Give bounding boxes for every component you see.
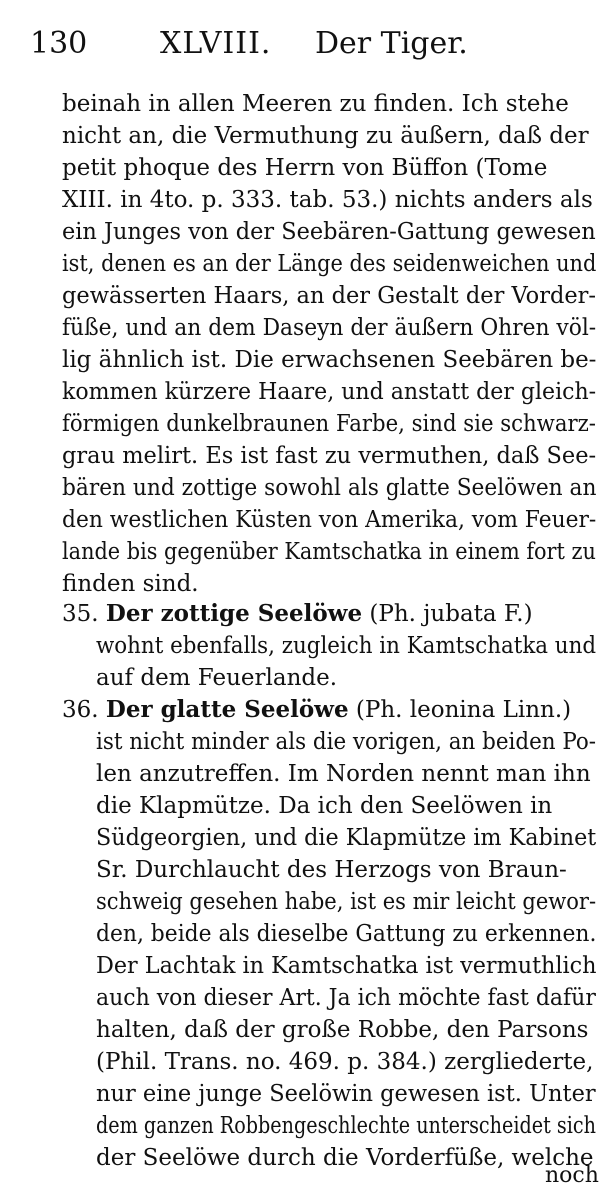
text-line: ist nicht minder als die vorigen, an beiden Po- xyxy=(96,729,597,755)
text-line: füße, und an dem Daseyn der äußern Ohren völ- xyxy=(62,315,597,341)
species-name: Der glatte Seelöwe xyxy=(105,696,349,723)
page-header xyxy=(30,26,590,70)
chapter-title: Der Tiger. xyxy=(315,26,468,61)
text-line: nicht an, die Vermuthung zu äußern, daß der xyxy=(62,123,589,149)
text-line: lig ähnlich ist. Die erwachsenen Seebären be- xyxy=(62,347,597,373)
text-line: Der Lachtak in Kamtschatka ist vermuthlich xyxy=(96,953,597,979)
text-line: nur eine junge Seelöwin gewesen ist. Unter xyxy=(96,1081,596,1107)
text-line: auf dem Feuerlande. xyxy=(96,665,338,691)
text-line: len anzutreffen. Im Norden nennt man ihn xyxy=(96,761,591,787)
species-citation: (Ph. jubata F.) xyxy=(362,601,533,627)
text-line: gewässerten Haars, an der Gestalt der Vorder- xyxy=(62,283,597,309)
text-line: bären und zottige sowohl als glatte Seelöwen an xyxy=(62,475,597,501)
text-line: beinah in allen Meeren zu finden. Ich stehe xyxy=(62,91,569,117)
text-line: Südgeorgien, und die Klapmütze im Kabinet xyxy=(96,825,597,851)
text-line: ein Junges von der Seebären-Gattung gewesen xyxy=(62,219,596,245)
entry-heading xyxy=(62,694,571,726)
text-line: halten, daß der große Robbe, den Parsons xyxy=(96,1017,589,1043)
text-line: förmigen dunkelbraunen Farbe, sind sie schwarz- xyxy=(62,411,596,437)
text-line: petit phoque des Herrn von Büffon (Tome xyxy=(62,155,548,181)
text-line: Sr. Durchlaucht des Herzogs von Braun- xyxy=(96,857,567,883)
text-line: den, beide als dieselbe Gattung zu erkennen. xyxy=(96,921,597,947)
catchword: noch xyxy=(545,1163,599,1188)
text-line: kommen kürzere Haare, und anstatt der gleich- xyxy=(62,379,597,405)
text-line: XIII. in 4to. p. 333. tab. 53.) nichts anders als xyxy=(62,187,593,213)
chapter-number: XLVIII. xyxy=(160,26,272,61)
entry-heading xyxy=(62,598,533,630)
text-line: (Phil. Trans. no. 469. p. 384.) zergliederte, xyxy=(96,1049,594,1075)
text-line: auch von dieser Art. Ja ich möchte fast dafür xyxy=(96,985,596,1011)
page-number: 130 xyxy=(30,26,88,61)
text-line: der Seelöwe durch die Vorderfüße, welche xyxy=(96,1145,594,1171)
entry-number: 36. xyxy=(62,697,99,723)
entry-number: 35. xyxy=(62,601,99,627)
text-line: wohnt ebenfalls, zugleich in Kamtschatka und xyxy=(96,633,597,659)
species-citation: (Ph. leonina Linn.) xyxy=(348,697,572,723)
text-line: den westlichen Küsten von Amerika, vom Feuer- xyxy=(62,507,597,533)
text-line: schweig gesehen habe, ist es mir leicht gewor- xyxy=(96,889,597,915)
text-line: ist, denen es an der Länge des seidenweichen und xyxy=(62,251,597,277)
text-line: dem ganzen Robbengeschlechte unterscheidet sich xyxy=(96,1113,596,1139)
species-name: Der zottige Seelöwe xyxy=(105,600,363,627)
text-line: grau melirt. Es ist fast zu vermuthen, daß See- xyxy=(62,443,597,469)
text-line: finden sind. xyxy=(62,571,199,597)
text-line: die Klapmütze. Da ich den Seelöwen in xyxy=(96,793,553,819)
text-line: lande bis gegenüber Kamtschatka in einem fort zu xyxy=(62,539,596,565)
